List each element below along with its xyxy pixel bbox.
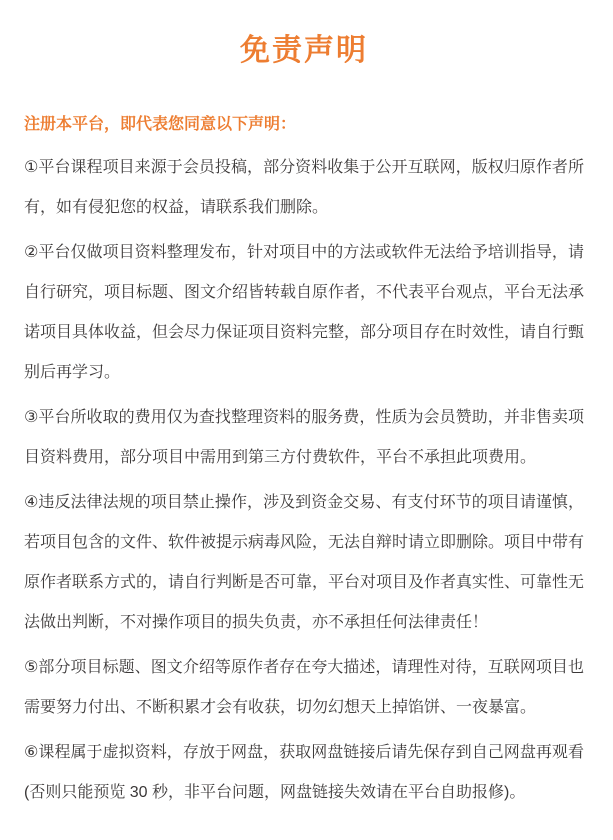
disclaimer-paragraph-1: ①平台课程项目来源于会员投稿，部分资料收集于公开互联网，版权归原作者所有，如有侵犯您的权益，请联系我们删除。 bbox=[24, 159, 584, 216]
intro-statement: 注册本平台，即代表您同意以下声明： bbox=[24, 116, 297, 133]
disclaimer-paragraph-5: ⑤部分项目标题、图文介绍等原作者存在夸大描述，请理性对待，互联网项目也需要努力付出、不断积累才会有收获，切勿幻想天上掉馅饼、一夜暴富。 bbox=[24, 659, 584, 716]
disclaimer-paragraph-4: ④违反法律法规的项目禁止操作，涉及到资金交易、有支付环节的项目请谨慎，若项目包含的文件、软件被提示病毒风险，无法自辩时请立即删除。项目中带有原作者联系方式的，请自行判断是否可靠，平台对项目及作者真实性、可靠性无法做出判断，不对操作项目的损失负责，亦不承担任何法律责任！ bbox=[24, 494, 585, 631]
page-title: 免责声明 bbox=[240, 34, 368, 67]
disclaimer-paragraph-6: ⑥课程属于虚拟资料，存放于网盘，获取网盘链接后请先保存到自己网盘再观看(否则只能预览 30 秒，非平台问题，网盘链接失效请在平台自助报修)。 bbox=[24, 744, 584, 801]
disclaimer-paragraph-3: ③平台所收取的费用仅为查找整理资料的服务费，性质为会员赞助，并非售卖项目资料费用，部分项目中需用到第三方付费软件，平台不承担此项费用。 bbox=[24, 409, 584, 466]
disclaimer-paragraph-2: ②平台仅做项目资料整理发布，针对项目中的方法或软件无法给予培训指导，请自行研究，项目标题、图文介绍皆转载自原作者，不代表平台观点，平台无法承诺项目具体收益，但会尽力保证项目资料完整，部分项目存在时效性，请自行甄别后再学习。 bbox=[24, 244, 585, 381]
